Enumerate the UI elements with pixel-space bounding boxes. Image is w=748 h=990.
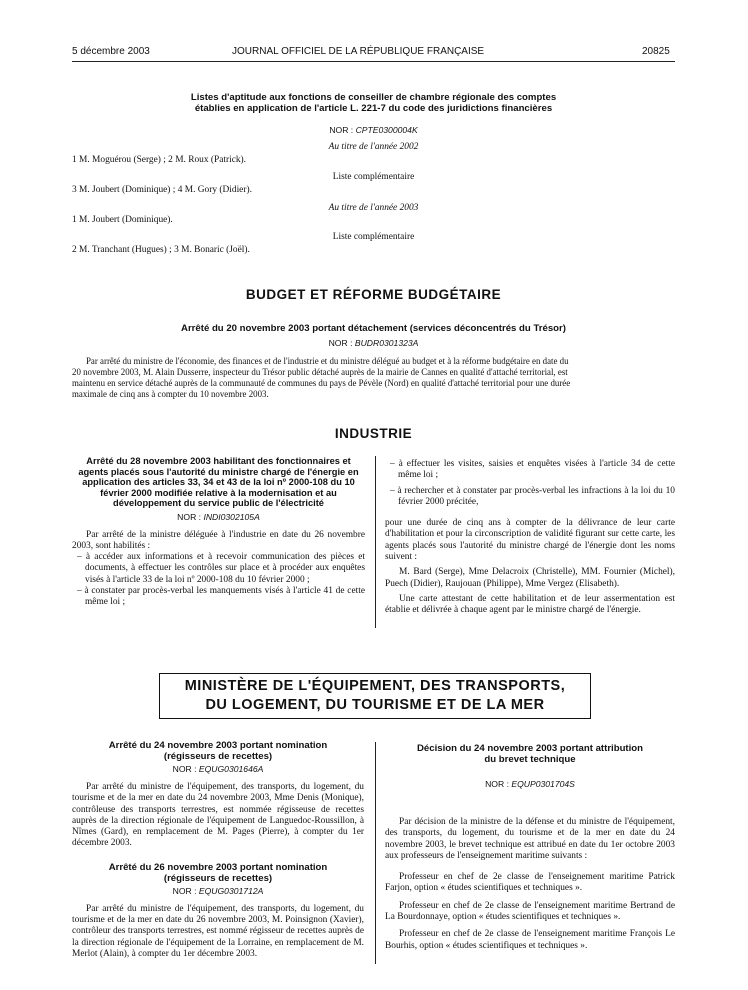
industrie-nor: NOR : INDI0302105A	[177, 511, 260, 522]
column-divider	[375, 456, 376, 628]
decision-nor: NOR : EQUP0301704S	[485, 779, 575, 789]
header-date: 5 décembre 2003	[72, 46, 150, 57]
header-rule	[72, 61, 675, 62]
arrete-1-body: Par arrêté du ministre de l'équipement, des transports, du logement, du tourisme et de la mer en date du 24 novembre 2003, Mme Denis (Monique), contrôleuse des transports terrestres, est nommée régisseuse de recettes auprès de la direction régionale de l'équipement de Languedoc-Roussillon, à Nîmes (Gard), en remplacement de M. Pages (Pierre), à compter du 1er décembre 2003.	[72, 782, 364, 849]
decision-professeur-3: Professeur en chef de 2e classe de l'enseignement maritime François Le Bourhis, option « études scientifiques et techniques ».	[385, 929, 675, 951]
budget-nor: NOR : BUDR0301323A	[328, 338, 419, 348]
column-divider-2	[375, 742, 376, 964]
listes-nor: NOR : CPTE0300004K	[329, 125, 418, 135]
arrete-1-nor: NOR : EQUG0301646A	[172, 764, 264, 774]
equipement-right-column	[385, 743, 675, 952]
listes-complementaire-2: Liste complémentaire	[332, 232, 415, 242]
arrete-2-body: Par arrêté du ministre de l'équipement, des transports, du logement, du tourisme et de la mer en date du 26 novembre 2003, M. Poinsignon (Xavier), contrôleur des transports terrestres, est nommé régisseur de recettes auprès de la direction régionale de l'équipement de la Lorraine, en remplacement de M. Merlot (Alain), à compter du 1er décembre 2003.	[72, 903, 364, 959]
listes-line-1: 1 M. Moguérou (Serge) ; 2 M. Roux (Patrick).	[72, 155, 247, 165]
listes-line-4: 2 M. Tranchant (Hugues) ; 3 M. Bonaric (Joël).	[72, 245, 250, 255]
section-budget: BUDGET ET RÉFORME BUDGÉTAIRE	[245, 287, 502, 302]
listes-title: Listes d'aptitude aux fonctions de conseiller de chambre régionale des comptes établies en application de l'article L. 221-7 du code des juridictions financières	[190, 92, 557, 114]
listes-line-2: 3 M. Joubert (Dominique) ; 4 M. Gory (Didier).	[72, 185, 252, 195]
ministere-title-line2: DU LOGEMENT, DU TOURISME ET DE LA MER	[205, 697, 545, 713]
decision-title: Décision du 24 novembre 2003 portant attribution du brevet technique	[416, 743, 644, 765]
decision-professeur-1: Professeur en chef de 2e classe de l'enseignement maritime Patrick Farjon, option « études scientifiques et techniques ».	[385, 872, 675, 894]
industrie-right-column: – à effectuer les visites, saisies et enquêtes visées à l'article 34 de cette même loi ; – à rechercher et à constater par procès-verbal les infractions à la loi du 10 février 2000 précitée, pour une durée de cinq ans à compter de la délivrance de leur carte d'habilitation et pour la circonscription de validité figurant sur cette carte, les agents placés sous l'autorité du ministre chargé de l'énergie dont les noms suivent : M. Bard (Serge), Mme Delacroix (Christelle), MM. Fournier (Michel), Puech (Didier), Raujouan (Philippe), Mme Vergez (Elisabeth). Une carte attestant de cette habilitation et de leur assermentation est établie et délivrée à chaque agent par le ministre chargé de l'énergie.	[385, 459, 675, 616]
arrete-2-nor: NOR : EQUG0301712A	[172, 885, 264, 896]
listes-line-3: 1 M. Joubert (Dominique).	[72, 215, 173, 225]
decision-professeur-2: Professeur en chef de 2e classe de l'enseignement maritime Bertrand de La Bourdonnaye, option « études scientifiques et techniques ».	[385, 900, 675, 923]
arrete-1-title: Arrêté du 24 novembre 2003 portant nomination (régisseurs de recettes)	[108, 740, 328, 762]
journal-title: JOURNAL OFFICIEL DE LA RÉPUBLIQUE FRANÇAISE	[232, 46, 485, 57]
arrete-2-title: Arrêté du 26 novembre 2003 portant nomination (régisseurs de recettes)	[108, 861, 328, 884]
listes-complementaire-1: Liste complémentaire	[332, 172, 415, 182]
listes-year-2002: Au titre de l'année 2002	[328, 142, 419, 152]
page-number: 20825	[642, 46, 670, 57]
budget-body: Par arrêté du ministre de l'économie, des finances et de l'industrie et du ministre délégué au budget et à la réforme budgétaire en date du 20 novembre 2003, M. Alain Dusserre, inspecteur du Trésor public détaché auprès de la mairie de Cannes en qualité d'attaché territorial, est maintenu en service détaché auprès de la communauté de communes du pays de Pévèle (Nord) en qualité d'attaché territorial pour une durée maximale de cinq ans à compter du 10 novembre 2003.	[72, 356, 571, 399]
listes-year-2003: Au titre de l'année 2003	[328, 203, 419, 213]
decision-body: Par décision de la ministre de la défense et du ministre de l'équipement, des transports, du logement, du tourisme et de la mer en date du 24 novembre 2003, le brevet technique est attribué en date du 1er octobre 2003 aux professeurs de l'enseignement maritime suivants :	[385, 817, 675, 861]
industrie-body-left: Par arrêté de la ministre déléguée à l'industrie en date du 26 novembre 2003, sont habilités : – à accéder aux informations et à recevoir communication des pièces et documents, à effectuer les contrôles sur place et à procéder aux enquêtes visés à l'article 33 de la loi nº 2000-108 du 10 février 2000 ; – à constater par procès-verbal les manquements visés à l'article 41 de cette même loi ;	[72, 529, 365, 608]
section-industrie: INDUSTRIE	[334, 426, 413, 441]
industrie-title: Arrêté du 28 novembre 2003 habilitant des fonctionnaires et agents placés sous l'autorité du ministre chargé de l'énergie en application des articles 33, 34 et 43 de la loi nº 2000-108 du 10 février 2000 modifiée relative à la modernisation et au développement du service public de l'électricité	[78, 456, 359, 508]
industrie-left-column	[72, 456, 365, 609]
budget-title: Arrêté du 20 novembre 2003 portant détachement (services déconcentrés du Trésor)	[181, 323, 566, 334]
ministere-box	[159, 673, 591, 719]
equipement-left-column	[72, 740, 364, 960]
ministere-title-line1: MINISTÈRE DE L'ÉQUIPEMENT, DES TRANSPORTS,	[184, 678, 566, 694]
